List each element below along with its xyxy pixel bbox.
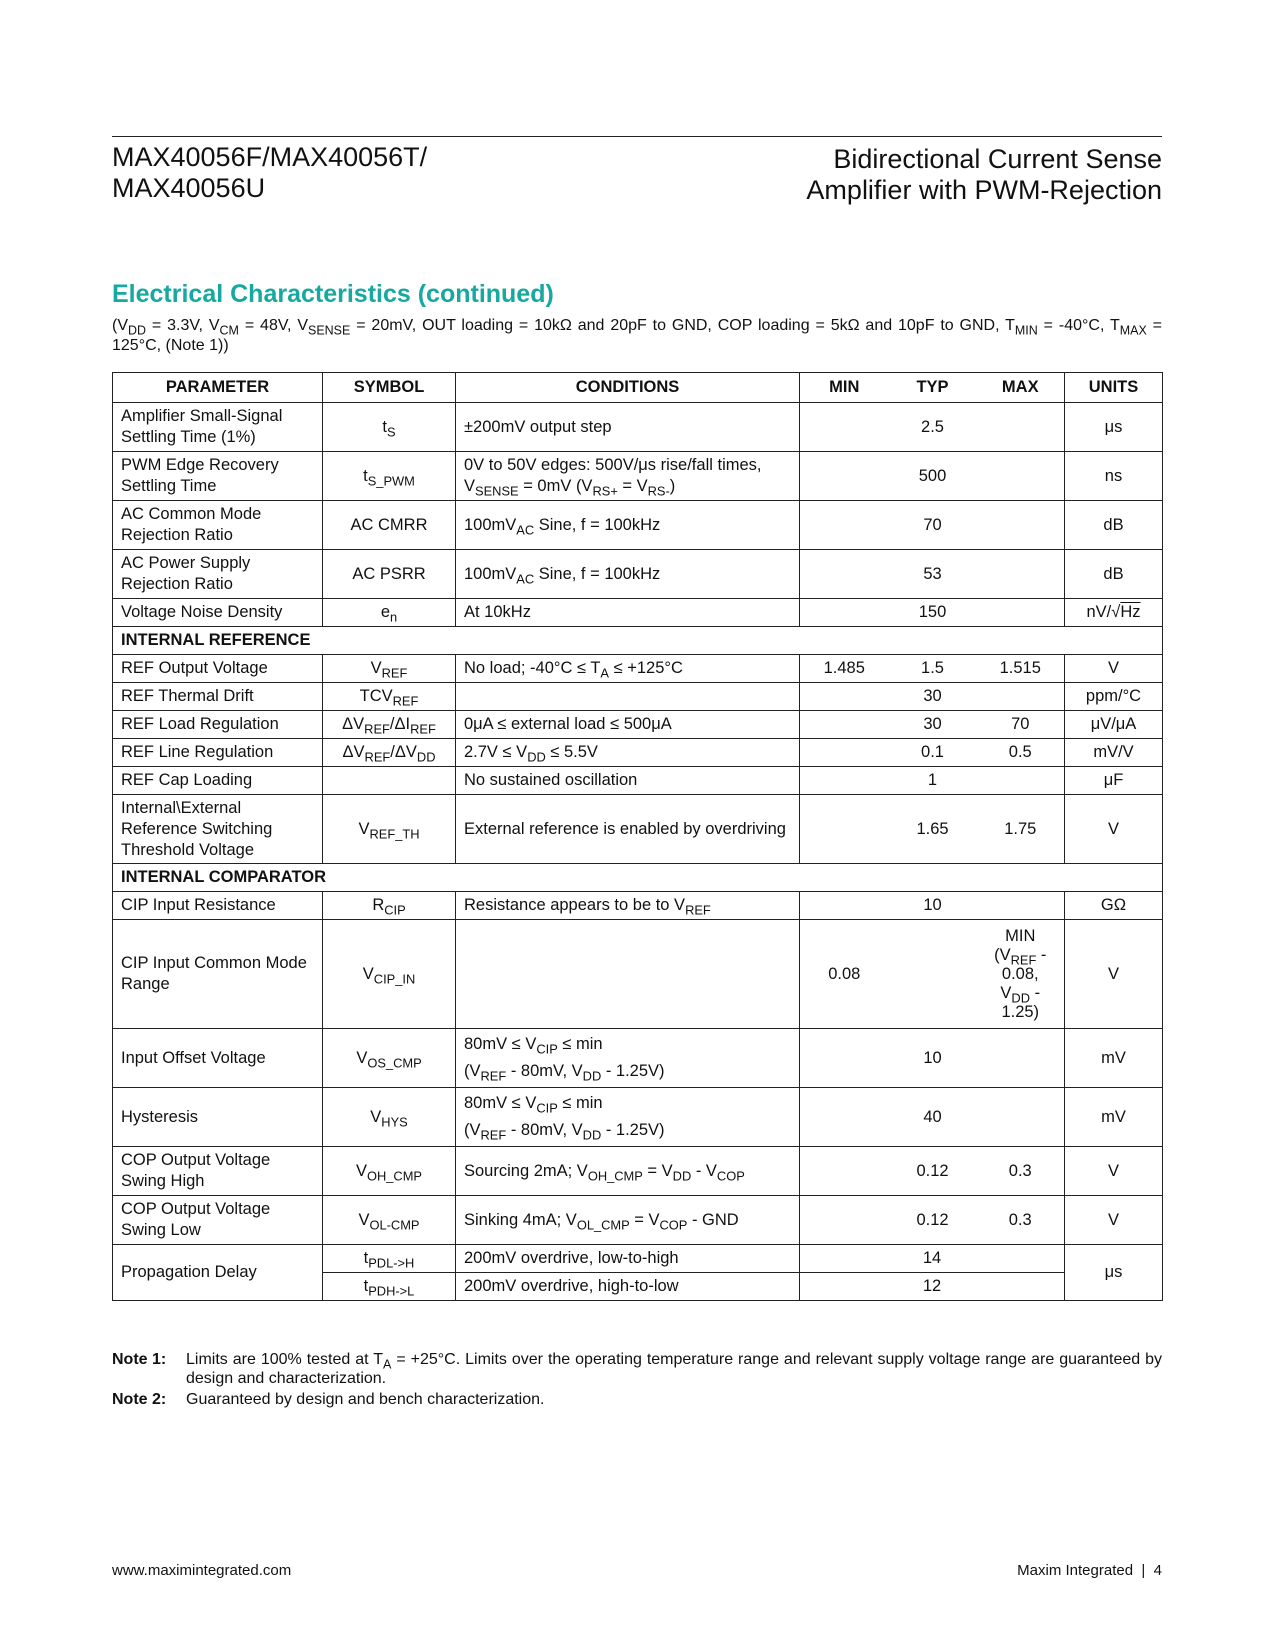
table-row: REF Cap Loading No sustained oscillation 1 μF [113,767,1163,795]
table-row: REF Output Voltage $V_{REF}$ No load; $-40^\circ C \le T_A \le +125^\circ C$ 1.485 1.5 1.515 V [113,655,1163,683]
part-number-line2: MAX40056U [112,173,266,203]
footer-url[interactable]: www.maximintegrated.com [112,1562,292,1579]
section-title: Electrical Characteristics (continued) [112,280,554,308]
header-conditions: CONDITIONS [456,373,800,403]
section-row-internal-reference: INTERNAL REFERENCE [113,627,1163,655]
document-title [806,144,1162,206]
table-row: REF Thermal Drift $TCV_{REF}$ 30 ppm/°C [113,683,1163,711]
table-row: Hysteresis $V_{HYS}$ $80mV \le V_{CIP} \le \min$ ($V_{REF} - 80mV$, $V_{DD} - 1.25V$) 40 mV [113,1088,1163,1147]
note-2: Note 2: Guaranteed by design and bench characterization. [112,1391,545,1408]
table-row: AC Power Supply Rejection Ratio AC PSRR $100mV_{AC}$ Sine, f = 100kHz 53 dB [113,550,1163,599]
notes [112,1350,1162,1411]
header-symbol: SYMBOL [323,373,456,403]
table-row: REF Line Regulation $\Delta V_{REF}/\Delta V_{DD}$ $2.7V \le V_{DD} \le 5.5V$ 0.1 0.5 mV/V [113,739,1163,767]
note-1: Note 1: Limits are 100% tested at $T_A = +25^\circ C$. Limits over the operating temperature range and relevant supply voltage range are guaranteed by design and characterization. [112,1351,1163,1387]
section-row-internal-comparator: INTERNAL COMPARATOR [113,864,1163,892]
part-number-line1: MAX40056F/MAX40056T/ [112,142,428,172]
table-row: COP Output Voltage Swing Low $V_{OL-CMP}$ Sinking 4mA; $V_{OL\_CMP} = V_{COP}$ - GND 0.12 0.3 V [113,1196,1163,1245]
electrical-characteristics-table [112,372,1163,1301]
table-row: Amplifier Small-Signal Settling Time (1%) $t_S$ ±200mV output step 2.5 μs [113,403,1163,452]
header-units: UNITS [1065,373,1163,403]
part-number [112,142,427,204]
document-title-line2: Amplifier with PWM-Rejection [806,175,1162,205]
table-row: Input Offset Voltage $V_{OS\_CMP}$ $80mV \le V_{CIP} \le \min$ ($V_{REF} - 80mV$, $V_{DD} - 1.25V$) 10 mV [113,1029,1163,1088]
footer-page-info: Maxim Integrated | 4 [1017,1562,1162,1579]
test-conditions: ($V_{DD} = 3.3V$, $V_{CM} = 48V$, $V_{SENSE} = 20mV$, OUT loading = 10kΩ and 20pF to GND, COP loading = 5kΩ and 10pF to GND, $T_{MIN} = -40^\circ C$, $T_{MAX} = 125^\circ C$, (Note 1)) [112,317,1163,354]
table-row: COP Output Voltage Swing High $V_{OH\_CMP}$ Sourcing 2mA; $V_{OH\_CMP} = V_{DD} - V_{COP}$ 0.12 0.3 V [113,1147,1163,1196]
header-parameter: PARAMETER [113,373,323,403]
table-row: CIP Input Common Mode Range $V_{CIP\_IN}$ 0.08 MIN ($V_{REF}$ - 0.08, $V_{DD}$ - 1.25) V [113,920,1163,1029]
header-typ: TYP [889,373,977,403]
table-row: CIP Input Resistance $R_{CIP}$ Resistance appears to be to $V_{REF}$ 10 GΩ [113,892,1163,920]
table-row: $t_{PDH->L}$ 200mV overdrive, high-to-low 12 [113,1273,1163,1301]
table-row: PWM Edge Recovery Settling Time $t_{S\_PWM}$ 0V to 50V edges: 500V/μs rise/fall times, $V_{SENSE} = 0mV$ $(V_{RS+} = V_{RS-})$ 500 ns [113,452,1163,501]
header-max: MAX [977,373,1065,403]
table-row: Internal\External Reference Switching Threshold Voltage $V_{REF\_TH}$ External reference is enabled by overdriving 1.65 1.75 V [113,795,1163,864]
document-title-line1: Bidirectional Current Sense [833,144,1162,174]
header-rule [112,136,1162,137]
table-row: AC Common Mode Rejection Ratio AC CMRR $100mV_{AC}$ Sine, f = 100kHz 70 dB [113,501,1163,550]
header-min: MIN [800,373,889,403]
table-row: Voltage Noise Density $e_n$ At 10kHz 150 nV/√Hz [113,599,1163,627]
table-row: REF Load Regulation $\Delta V_{REF}/\Delta I_{REF}$ 0μA ≤ external load ≤ 500μA 30 70 μV/μA [113,711,1163,739]
table-header-row [113,373,1163,403]
table-row: Propagation Delay $t_{PDL->H}$ 200mV overdrive, low-to-high 14 μs [113,1245,1163,1273]
